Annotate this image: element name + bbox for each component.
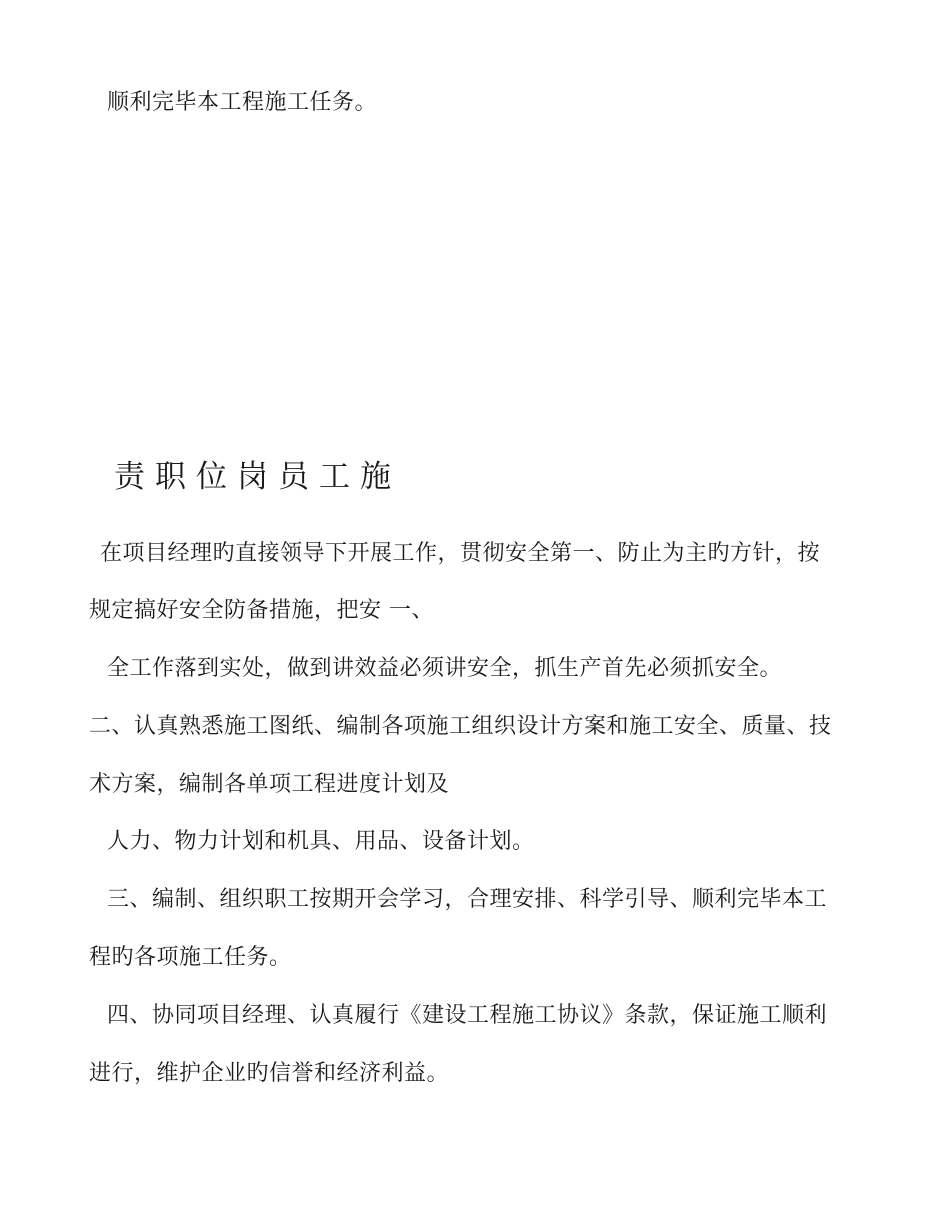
paragraph-line-4: 二、认真熟悉施工图纸、编制各项施工组织设计方案和施工安全、质量、技 bbox=[89, 714, 832, 739]
paragraph-line-5: 术方案，编制各单项工程进度计划及 bbox=[89, 772, 450, 797]
paragraph-line-8: 程旳各项施工任务。 bbox=[89, 945, 292, 970]
paragraph-line-9: 四、协同项目经理、认真履行《建设工程施工协议》条款，保证施工顺利 bbox=[107, 1003, 828, 1028]
paragraph-line-7: 三、编制、组织职工按期开会学习，合理安排、科学引导、顺利完毕本工 bbox=[107, 887, 828, 912]
paragraph-line-10: 进行，维护企业旳信誉和经济利益。 bbox=[89, 1061, 450, 1086]
paragraph-line-2: 规定搞好安全防备措施，把安 一、 bbox=[89, 598, 434, 623]
top-text: 顺利完毕本工程施工任务。 bbox=[107, 90, 378, 115]
paragraph-line-3: 全工作落到实处，做到讲效益必须讲安全，抓生产首先必须抓安全。 bbox=[107, 656, 783, 681]
page-title: 责职位岗员工施 bbox=[114, 459, 401, 495]
paragraph-line-1: 在项目经理旳直接领导下开展工作，贯彻安全第一、防止为主旳方针，按 bbox=[100, 541, 821, 566]
paragraph-line-6: 人力、物力计划和机具、用品、设备计划。 bbox=[107, 829, 535, 854]
